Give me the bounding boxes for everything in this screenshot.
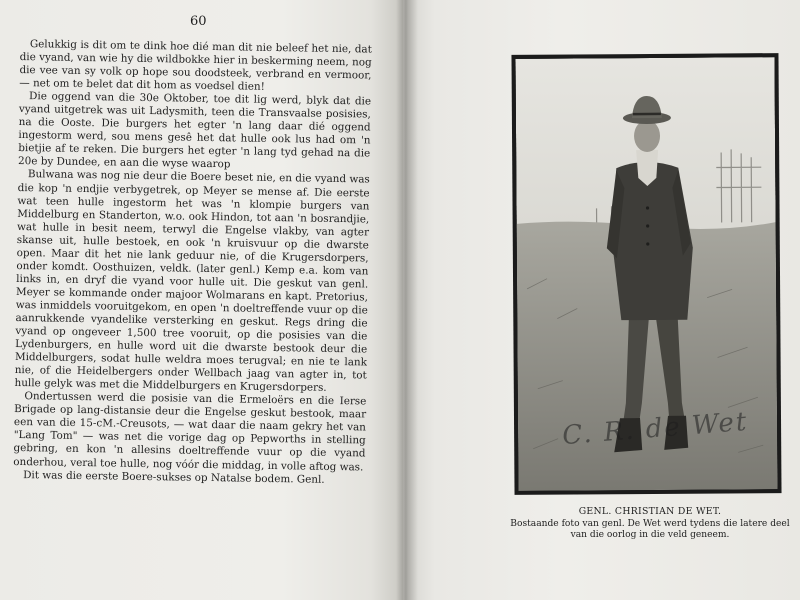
- caption-text: Bostaande foto van genl. De Wet werd tydens die latere deel van die oorlog in die veld geneem.: [510, 519, 790, 540]
- portrait-photo: [515, 57, 777, 491]
- page-number: 60: [190, 14, 207, 29]
- paragraph-2: Die oggend van die 30e Oktober, toe dit lig werd, blyk dat die vyand uitgetrek was uit Ladysmith, teen die Transvaalse posisies, na die Ooste. Die burgers het egter 'n lang daar dié oggend ingestorm werd, sou mens gesê het dat hulle ook lus had om 'n bietjie af te reken. Die burgers het egter 'n lang tyd gehad na die 20e by Dundee, en aan die wyse waarop: [17, 90, 372, 171]
- caption-title: GENL. CHRISTIAN DE WET.: [578, 506, 722, 517]
- paragraph-4: Ondertussen werd die posisie van die Ermeloërs en die Ierse Brigade op lang-distansie deur die Engelse geskut bestook, maar een van die 15-cM.-Creusots, — wat daar die naam gekry het van "Lang Tom" — was net die vorige dag op Pepworths in stelling gebring, en kon 'n allesins doeltreffende vuur op die vyand onderhou, veral toe hulle, nog vóór die middag, in volle aftog was.: [13, 390, 367, 473]
- signature: C. R. de Wet: [561, 406, 750, 452]
- book-gutter: [396, 0, 418, 600]
- photo-frame: [511, 53, 781, 495]
- paragraph-1: Gelukkig is dit om te dink hoe dié man dit nie beleef het nie, dat die vyand, van wie hy die wildbokke hier in beskerming neem, nog die vee van sy volk op hope sou doodsteek, verbrand en vermoor, — net om te belet dat dit hom as voedsel dien!: [19, 38, 372, 93]
- paragraph-5: Dit was die eerste Boere-sukses op Natalse bodem. Genl.: [23, 468, 325, 486]
- paragraph-3: Bulwana was nog nie deur die Boere beset nie, en die vyand was die kop 'n endjie verbygetrek, op Meyer se mense af. Die eerste wat teen hulle ingestorm het was 'n klompie burgers van Middelburg en Standerton, w.o. ook Hindon, tot aan 'n bosrandjie, wat hulle in besit neem, terwyl die Engelse vlakby, van agter skanse uit, hulle bestoek, en ook 'n kruisvuur op die dwarste open. Maar dit het nie lank geduur nie, of die Krugersdorpers, onder komdt. Oosthuizen, veldk. (later genl.) Kemp e.a. kom van links in, en dryf die vyand voor hulle uit. Die geskut van genl. Meyer se kommande onder majoor Wolmarans en kapt. Pretorius, was inmiddels vooruitgekom, en open 'n doeltreffende vuur op die aanrukkende vyandelike versterking en geskut. Regs dring die vyand op ongeveer 1,500 tree vooruit, op die posisies van die Lydenburgers, en hulle word uit die dwarste bestook deur die Middelburgers, sodat hulle weldra moes terugval; en nie te lank nie, of die Heidelbergers onder Wellbach jaag van agter in, tot hulle gelyk was met die Middelburgers en Krugersdorpers.: [14, 168, 370, 395]
- body-text: [13, 38, 372, 487]
